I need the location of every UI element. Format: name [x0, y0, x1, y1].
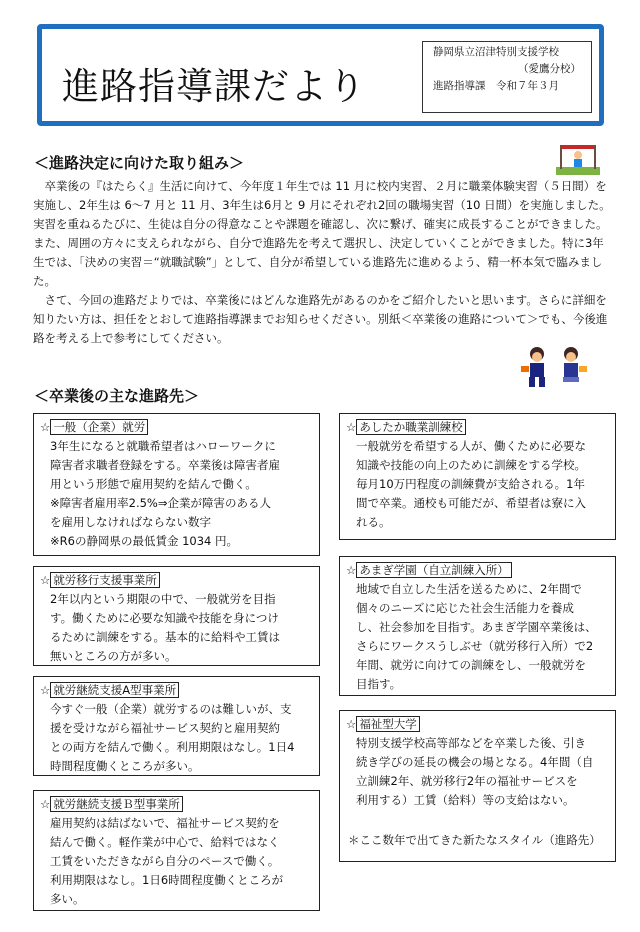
box-line: 今すぐ一般（企業）就労するのは難しいが、支 — [50, 702, 292, 716]
worker-illustration — [556, 143, 600, 177]
box-line: さらにワークスうしぶせ（就労移行入所）で2 — [356, 639, 594, 653]
paragraph-2: さて、今回の進路だよりでは、卒業後にはどんな進路先があるのかをご紹介したいと思います。さらに詳細を知りたい方は、担任をとおして進路指導課までお知らせください。別紙＜卒業後の進路について＞でも、今後進路を考える上で参考にしてください。 — [33, 293, 608, 345]
box-line: 多い。 — [50, 892, 85, 906]
school-info-box — [422, 41, 592, 113]
box-line: 無いところの方が多い。 — [50, 649, 177, 663]
star-icon: ☆ — [346, 420, 357, 434]
career-box-type-a — [33, 676, 320, 776]
school-name: 静岡県立沼津特別支援学校 — [433, 46, 559, 58]
box-line: 援を受けながら福祉サービス契約と雇用契約 — [50, 721, 280, 735]
box-line: 特別支援学校高等部などを卒業した後、引き — [356, 736, 586, 750]
students-illustration — [515, 344, 595, 392]
box-line: 2年以内という期限の中で、一般就労を目指 — [50, 592, 276, 606]
box-title: あまぎ学園（自立訓練入所） — [356, 562, 512, 578]
star-icon: ☆ — [40, 573, 51, 587]
box-line: し、社会参加を目指す。あまぎ学園卒業後は、 — [356, 620, 597, 634]
section2-heading: ＜卒業後の主な進路先＞ — [34, 387, 200, 405]
box-line: 毎月10万円程度の訓練費が支給される。1年 — [356, 477, 585, 491]
career-box-vocational-school — [339, 413, 616, 540]
box-title: 福祉型大学 — [356, 716, 420, 732]
box-line: 一般就労を希望する人が、働くために必要な — [356, 439, 586, 453]
box-line: 雇用契約は結ばないで、福祉サービス契約を — [50, 816, 280, 830]
star-icon: ☆ — [40, 797, 51, 811]
box-line: 目指す。 — [356, 677, 402, 691]
box-line: 3年生になると就職希望者はハローワークに — [50, 439, 276, 453]
page-title: 進路指導課だより — [62, 65, 366, 108]
new-style-note: ＊ここ数年で出てきた新たなスタイル（進路先） — [348, 833, 601, 847]
box-title: 一般（企業）就労 — [50, 419, 148, 435]
box-line: 利用する）工賃（給料）等の支給はない。 — [356, 793, 575, 807]
section1-heading: ＜進路決定に向けた取り組み＞ — [34, 154, 245, 172]
box-line: ※障害者雇用率2.5%⇒企業が障害のある人 — [50, 496, 271, 510]
box-line: るために訓練をする。基本的に給料や工賃は — [50, 630, 280, 644]
box-line: 続き学びの延長の機会の場となる。4年間（自 — [356, 755, 594, 769]
star-icon: ☆ — [346, 563, 357, 577]
box-title: あしたか職業訓練校 — [356, 419, 466, 435]
career-box-amagi-gakuen — [339, 556, 616, 696]
section1-text — [33, 177, 611, 348]
star-icon: ☆ — [40, 683, 51, 697]
school-branch: （愛鷹分校） — [518, 63, 581, 75]
box-line: 時間程度働くところが多い。 — [50, 759, 200, 773]
box-line: との両方を結んで働く。利用期限はなし。1日4 — [50, 740, 295, 754]
box-line: 工賃をいただきながら自分のペースで働く。 — [50, 854, 280, 868]
box-line: 用という形態で雇用契約を結んで働く。 — [50, 477, 257, 491]
box-title: 就労継続支援Ｂ型事業所 — [50, 796, 183, 812]
header-frame — [37, 24, 604, 126]
box-line: 立訓練2年、就労移行2年の福祉サービスを — [356, 774, 578, 788]
box-title: 就労継続支援A型事業所 — [50, 682, 179, 698]
box-line: ※R6の静岡県の最低賃金 1034 円。 — [50, 534, 239, 548]
star-icon: ☆ — [346, 717, 357, 731]
box-line: 間で卒業。通校も可能だが、希望者は寮に入 — [356, 496, 586, 510]
box-line: 知識や技能の向上のために訓練をする学校。 — [356, 458, 586, 472]
box-line: 利用期限はなし。1日6時間程度働くところが — [50, 873, 284, 887]
star-icon: ☆ — [40, 420, 51, 434]
career-box-type-b — [33, 790, 320, 911]
box-line: す。働くために必要な知識や技能を身につけ — [50, 611, 279, 625]
box-title: 就労移行支援事業所 — [50, 572, 160, 588]
issuer-date: 進路指導課 令和７年３月 — [433, 80, 559, 92]
box-line: れる。 — [356, 515, 391, 529]
box-line: を雇用しなければならない数字 — [50, 515, 211, 529]
box-line: 地域で自立した生活を送るために、2年間で — [356, 582, 582, 596]
box-line: 個々のニーズに応じた社会生活能力を養成 — [356, 601, 574, 615]
box-line: 障害者求職者登録をする。卒業後は障害者雇 — [50, 458, 280, 472]
box-line: 年間、就労に向けての訓練をし、一般就労を — [356, 658, 586, 672]
paragraph-1: 卒業後の『はたらく』生活に向けて、今年度１年生では 11 月に校内実習、２月に職業体験実習（５日間）を実施し、2年生は 6～7 月と 11 月、3年生は6月と 9 月にそれぞれ2回の職場実習（10 日間）を実施しました。実習を重ねるたびに、生徒は自分の得意なことや課題を確認し、次に繋げ、確実に成長することができました。また、周囲の方々に支えられながら、自分で進路先を考えて選択し、決定していくことができました。特に3年生では、「決めの実習＝“就職試験”」として、自分が希望している進路先に進めるよう、精一杯本気で臨みました。 — [33, 179, 611, 288]
career-box-general-employment — [33, 413, 320, 556]
career-box-transition-support — [33, 566, 320, 666]
box-line: 結んで働く。軽作業が中心で、給料ではなく — [50, 835, 280, 849]
